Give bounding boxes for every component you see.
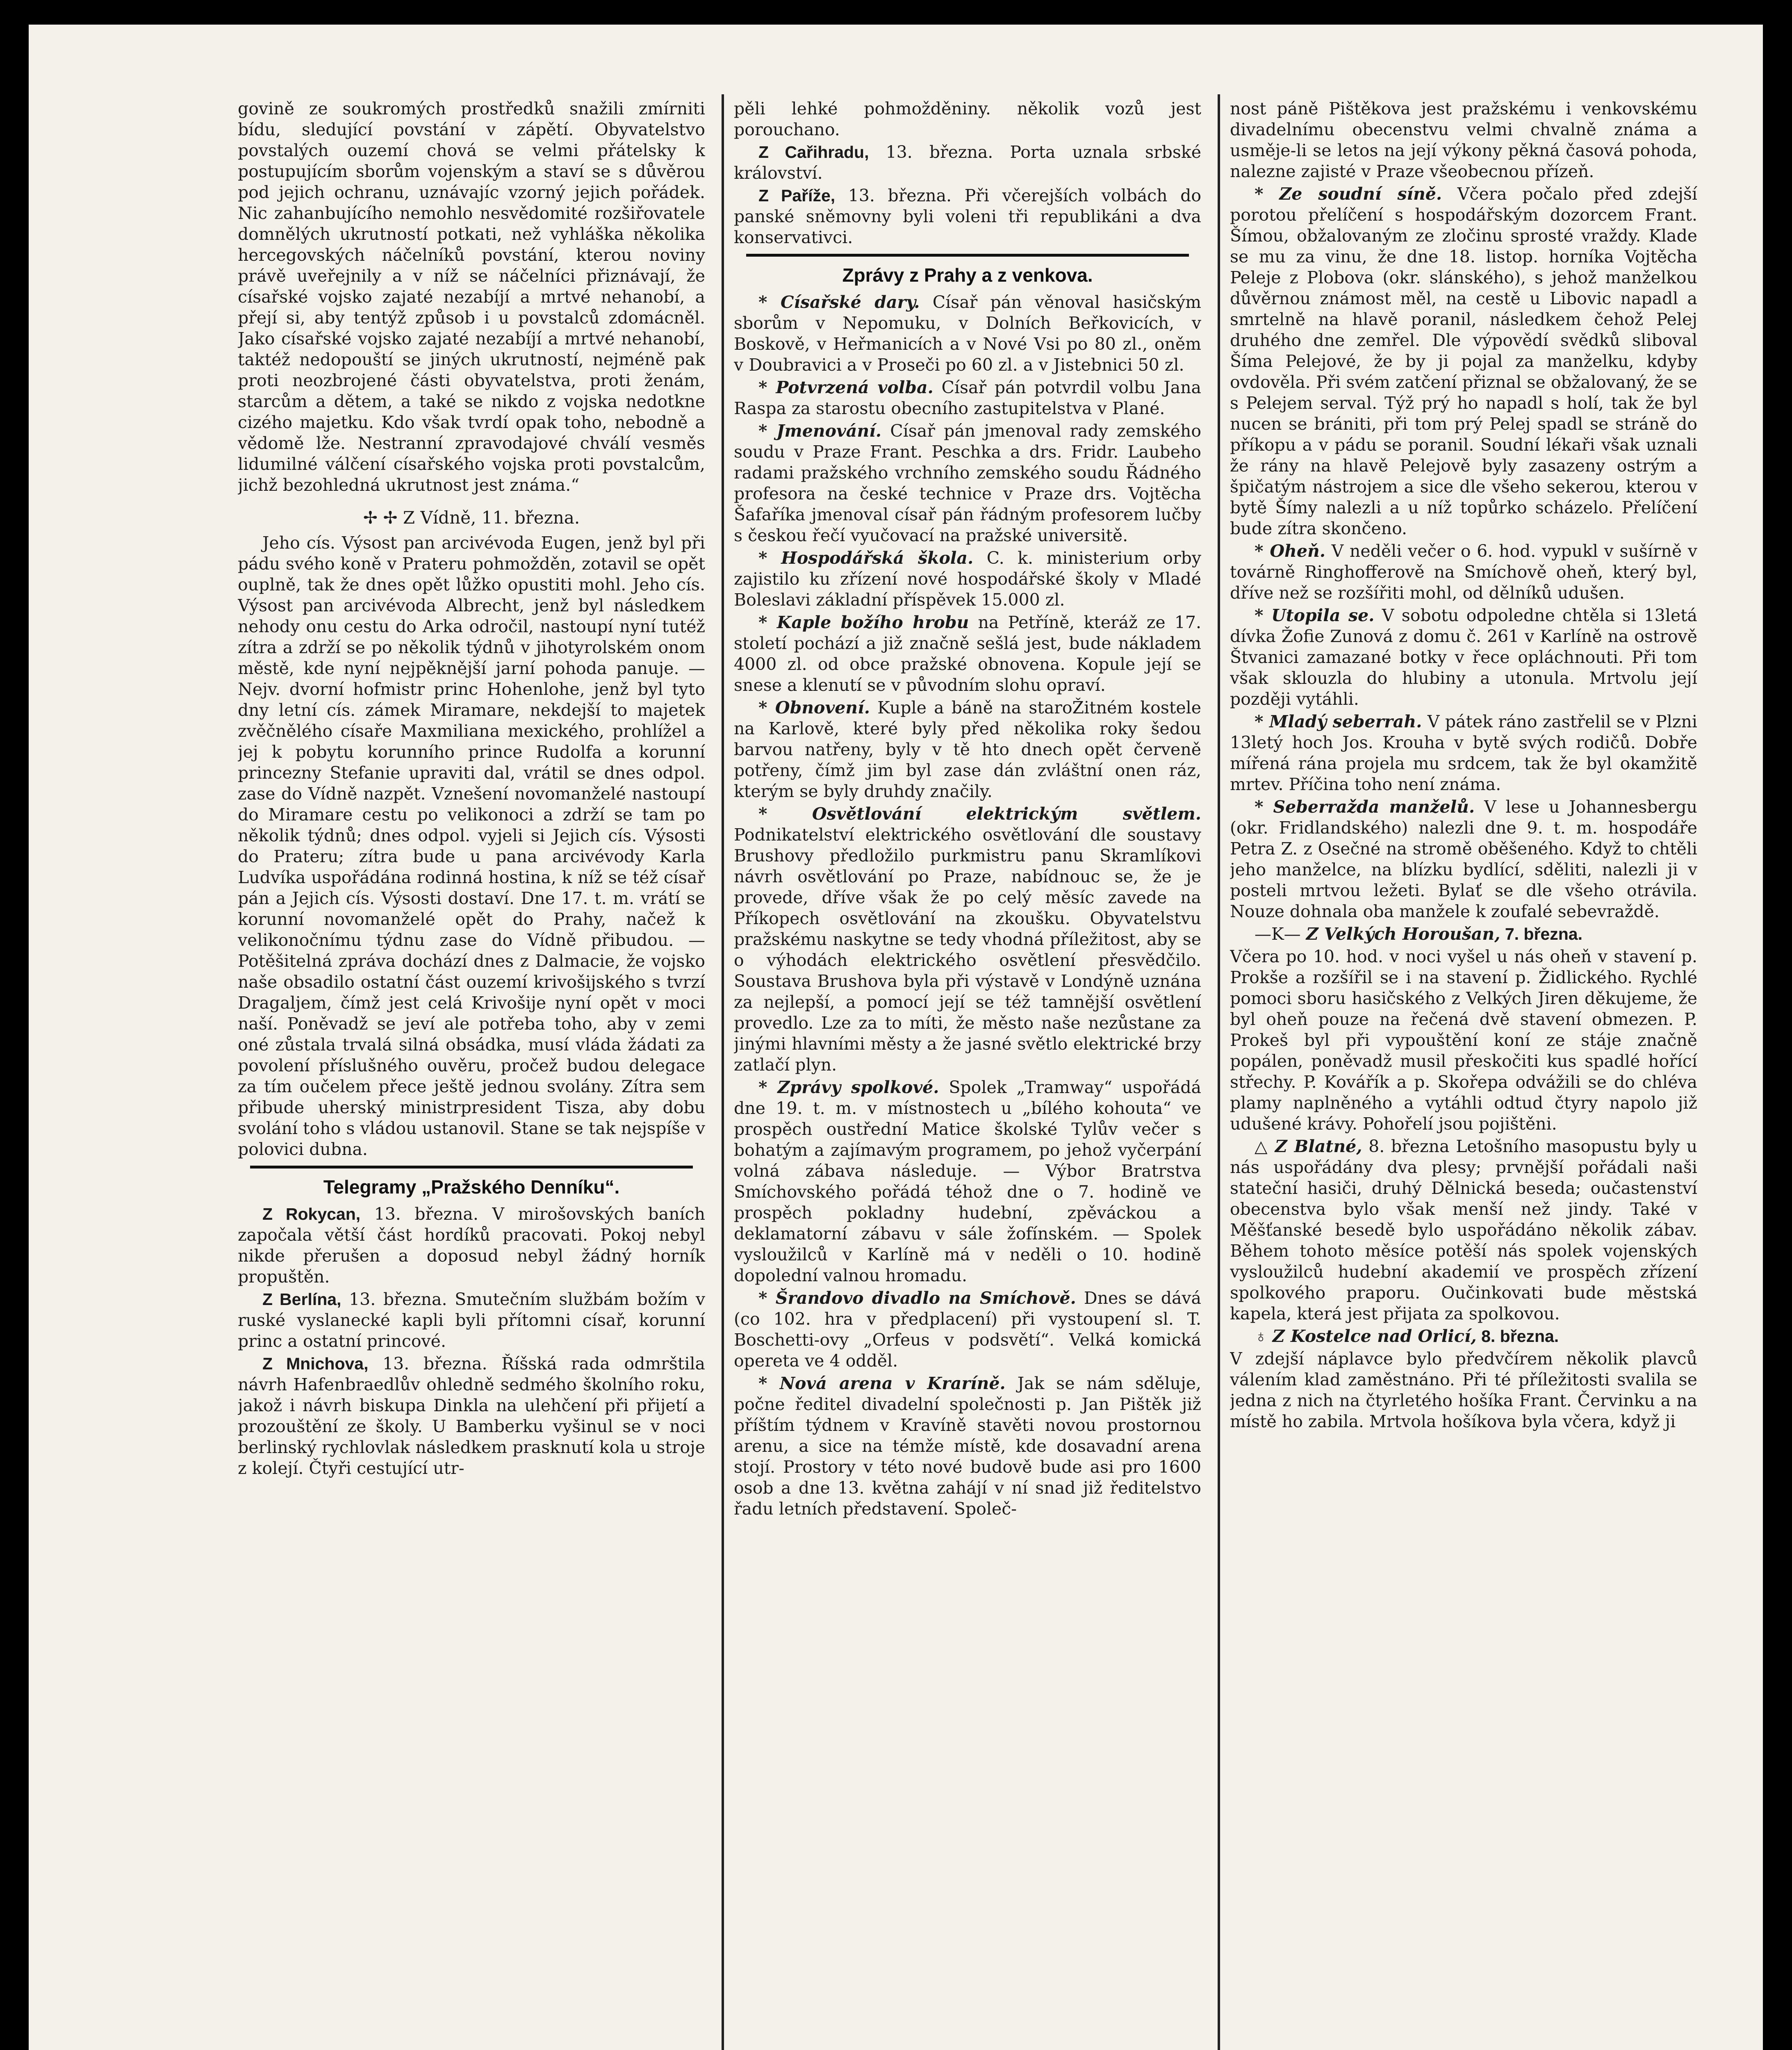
column-rule bbox=[722, 94, 724, 2050]
article-vienna: Jeho cís. Výsost pan arcivévoda Eugen, jenž byl při pádu svého koně v Prateru pohmožděn, zotavil se opět ouplně, tak že dnes opět lůžko opustiti mohl. Jeho cís. Výsost pan arcivévoda Albrecht, jenž byl následkem nehody onu cestu do Arka odročil, nastoupí nyní tutéž zítra a zdrží se po několik týdnů v jihotyrolském onom městě, kde nyní nejpěknější jarní pohoda panuje. — Nejv. dvorní hofmistr princ Hohenlohe, jenž byl tyto dny letní cís. zámek Miramare, nekdejší to majetek zvěčnělého císaře Maxmiliana mexického, prohlížel a jej k pobytu korunního prince Rudolfa a korunní princezny Stefanie upraviti dal, vrátil se dnes odpol. zase do Vídně nazpět. Vznešení novomanželé nastoupí do Miramare cestu po velikonoci a zdrží se tam po několik týdnů; dnes odpol. vyjeli si Jejich cís. Výsosti do Prateru; zítra bude u pana arcivévody Karla Ludvíka uspořádána rodinná hostina, k níž se též císař pán a Jejich cís. Výsosti dostaví. Dne 17. t. m. vrátí se korunní novomanželé opět do Prahy, načež k velikonočnímu týdnu zase do Vídně přibudou. — Potěšitelná zpráva dochází dnes z Dalmacie, že vojsko naše obsadilo ostatní část ouzemí krivošijského s tvrzí Dragaljem, čímž jest celá Krivošije nyní opět v moci naší. Poněvadž se jeví ale potřeba toho, aby v zemi oné zůstala trvalá silná obsádka, musí vláda žádati za povolení příslušného ouvěru, pročež budou delegace za tím oučelem přece ještě jednou svolány. Zítra sem přibude uherský ministrpresident Tisza, aby dobu svolání toho s vládou ustanovil. Stane se tak nejspíše v polovici dubna. bbox=[238, 533, 705, 1159]
correspondence-text: Včera po 10. hod. v noci vyšel u nás oheň v stavení p. Prokše a rozšířil se i na stavení p. Židlického. Rychlé pomoci sboru hasičského z Velkých Jiren děkujeme, že byl oheň pouze na řečená dvě stavení obmezen. P. Prokeš byl při vypouštění koní ze stáje značně popálen, poněvadž musil přeskočiti kus spadlé hořící střechy. P. Kovářík a p. Skořepa odvážili se do chléva plamy naplněného a vytáhli odtud čtyry napolo již udušené krávy. Pohořelí jsou pojištěni. bbox=[1230, 947, 1697, 1134]
telegram-item: Z Rokycan, 13. března. V mirošovských baních započala větší část hordíků pracovati. Pokoj nebyl nikde přerušen a doposud nebyl žádný horník propuštěn. bbox=[238, 1204, 705, 1287]
correspondence-item: —K— Z Velkých Horoušan, 7. března. bbox=[1255, 924, 1583, 944]
telegram-item: Z Berlína, 13. března. Smutečním službám božím v ruské vyslanecké kapli byli přítomni císař, korunní princ a ostatní princové. bbox=[238, 1289, 705, 1351]
news-item: * Šrandovo divadlo na Smíchově. Dnes se dává (co 102. hra v předplacení) při vystoupení sl. T. Boschetti-ovy „Orfeus v podsvětí“. Velká komická opereta ve 4 odděl. bbox=[734, 1288, 1201, 1371]
news-item: * Oheň. V neděli večer o 6. hod. vypukl v sušírně v továrně Ringhofferově na Smíchově oheň, který byl, dříve než se rozšířiti mohl, od dělníků udušen. bbox=[1230, 541, 1697, 603]
news-item: * Potvrzená volba. Císař pán potvrdil volbu Jana Raspa za starostu obecního zastupitelstva v Plané. bbox=[734, 378, 1201, 418]
section-heading-telegrams: Telegramy „Pražského Denníku“. bbox=[323, 1176, 620, 1198]
correspondence-text: V zdejší náplavce bylo předvčírem několik plavců válením klad zaměstnáno. Při té příležitosti svalila se jedna z nich na čtyrletého hošíka Frant. Červinku a na místě ho zabila. Mrtvola hošíkova byla včera, když ji bbox=[1230, 1349, 1697, 1431]
news-item: * Utopila se. V sobotu odpoledne chtěla si 13letá dívka Žofie Zunová z domu č. 261 v Karlíně na ostrově Štvanici zamazané botky v řece opláchnouti. Při tom však sklouzla do hlubiny a utonula. Mrtvolu její později vytáhli. bbox=[1230, 606, 1697, 709]
news-item: * Mladý seberrah. V pátek ráno zastřelil se v Plzni 13letý hoch Jos. Krouha v bytě svých rodičů. Dobře mířená rána projela mu srdcem, tak že byl okamžitě mrtev. Příčina toho není známa. bbox=[1230, 712, 1697, 794]
news-item: * Hospodářská škola. C. k. ministerium orby zajistilo ku zřízení nové hospodářské školy v Mladé Boleslavi základní příspěvek 15.000 zl. bbox=[734, 548, 1201, 610]
newspaper-page bbox=[29, 25, 1763, 2050]
article-continuation: govině ze soukromých prostředků snažili zmírniti bídu, sledující povstání v zápětí. Obyvatelstvo povstalých ouzemí chová se velmi přátelsky k postupujícím sborům vojenským a staví se s důvěrou pod jejich ochranu, uznávajíc vzorný jejich pořádek. Nic zahanbujícího nemohlo nesvědomité rozšiřovatele domnělých ukrutností potkati, než vyhláška několika hercegovských náčelníků povstání, kterou noviny právě uveřejnily a v níž se náčelníci přiznávají, že císařské vojsko zajaté nezabíjí a mrtvé nehanobí, a přejí si, aby tentýž způsob i u povstalců zdomácněl. Jako císařské vojsko zajaté nezabíjí a mrtvé nehanobí, taktéž nedopouští se jiných ukrutností, nejméně pak proti neozbrojené části obyvatelstva, proti ženám, starcům a dětem, a také se nikdo z vojska nedotkne cizého majetku. Kdo však tvrdí opak toho, nebodně a vědomě lže. Nestranní zpravodajové chválí vesměs lidumilné válčení císařského vojska proti povstalcům, jichž bezohledná ukrutnost jest známa.“ bbox=[238, 99, 705, 495]
correspondence-item: △ Z Blatné, 8. března Letošního masopustu byly u nás uspořádány dva plesy; prvnější pořádali naši stateční hasiči, druhý Dělnická beseda; oučastenství obecenstva bylo však menší než jindy. Také v Měšťanské besedě bylo uspořádáno několik zábav. Během tohoto měsíce potěší nás spolek vojenských vysloužilců hudební akademií ve prospěch zřízení spolkového praporu. Oučinkovati bude městská kapela, která jest přijata za spolkovou. bbox=[1230, 1137, 1697, 1323]
news-item: * Obnovení. Kuple a báně na staroŽitném kostele na Karlově, které byly před několika roky šedou barvou natřeny, byly v tě hto dnech opět červeně potřeny, čímž jim byl zase dán zvláštní onen ráz, kterým se byly druhdy značily. bbox=[734, 698, 1201, 801]
correspondence-item: ♁ Z Kostelce nad Orlicí, 8. března. bbox=[1255, 1326, 1559, 1346]
column-3 bbox=[1230, 98, 1697, 2050]
column-rule bbox=[1218, 94, 1220, 2050]
news-item: * Osvětlování elektrickým světlem. Podnikatelství elektrického osvětlování dle soustavy Brushovy předložilo purkmistru panu Skramlíkovi návrh osvětlování po Praze, nabídnouc se, že je provede, dříve však že po celý měsíc zavede na Příkopech osvětlování na zkoušku. Obyvatelstvu pražskému naskytne se tedy vhodná příležitost, aby se o výhodách elektrického osvětlení přesvědčilo. Soustava Brushova byla při výstavě v Londýně uznána za nejlepší, a pomocí její se též tamnější osvětlení provedlo. Lze za to míti, že město naše nezůstane za jinými hlavními městy a že jasné světlo elektrické brzy zatlačí plyn. bbox=[734, 804, 1201, 1075]
news-continuation: nost páně Pištěkova jest pražskému i venkovskému divadelnímu obecenstvu velmi chvalně známa a usměje-li se letos na její výkony pěkná časová pohoda, nalezne zajisté v Praze všeobecnou přízeň. bbox=[1230, 99, 1697, 181]
telegram-item: Z Paříže, 13. března. Při včerejších volbách do panské sněmovny byli voleni tři republikáni a dva konservativci. bbox=[734, 186, 1201, 247]
news-item: * Jmenování. Císař pán jmenoval rady zemského soudu v Praze Frant. Peschka a drs. Fridr. Laubeho radami pražského vrchního zemského soudu Řádného profesora na české technice v Praze drs. Vojtěcha Šafaříka jmenoval císař pán řádným profesorem lučby s českou řečí vyučovací na pražské universitě. bbox=[734, 421, 1201, 545]
telegram-item: Z Cařihradu, 13. března. Porta uznala srbské království. bbox=[734, 142, 1201, 183]
section-heading-news: Zprávy z Prahy a z venkova. bbox=[842, 264, 1093, 286]
section-divider bbox=[250, 1166, 693, 1168]
column-2 bbox=[734, 98, 1201, 2050]
news-item: * Seberraždа manželů. V lese u Johannesbergu (okr. Fridlandského) nalezli dne 9. t. m. hospodáře Petra Z. z Osečné na stromě oběšeného. Když to chtěli jeho manželce, na blízku bydlící, sděliti, nalezli ji v posteli mrtvou ležeti. Bylať se dle všeho otrávila. Nouze dohnala oba manžele k zoufalé sebevraždě. bbox=[1230, 797, 1697, 921]
section-divider bbox=[746, 254, 1189, 257]
news-item: * Ze soudní síně. Včera počalo před zdejší porotou přelíčení s hospodářským dozorcem Frant. Šímou, obžalovaným ze zločinu sprosté vraždy. Klade se mu za vinu, že dne 18. listop. horníka Vojtěcha Peleje z Plobova (okr. slánského), s jehož manželkou důvěrnou známost měl, na cestě u Libovic napadl a smrtelně na hlavě poranil, následkem čehož Pelej druhého dne zemřel. Dle výpovědí svědků sliboval Šíma Pelejové, že by ji pojal za manželku, kdyby ovdověla. Při svém zatčení přiznal se obžalovaný, že se s Pelejem serval. Týž prý ho napadl s holí, tak že byl nucen se brániti, při tom prý Pelej spadl se stráně do příkopu a v pádu se poranil. Soudní lékaři však uznali že rány na hlavě Pelejově byly zasazeny ostrým a špičatým nástrojem a sice dle všeho sekerou, kterou v bytě Šímy nalezli a u níž topůrko scházelo. Přelíčení bude zítra skončeno. bbox=[1230, 184, 1697, 538]
news-item: * Císařské dary. Císař pán věnoval hasičským sborům v Nepomuku, v Dolních Beřkovicích, v Boskově, v Heřmanicích a v Nové Vsi po 80 zl., oněm v Doubravici a v Proseči po 60 zl. a v Jistebnici 50 zl. bbox=[734, 292, 1201, 375]
dateline-vienna: ✢ ✢ Z Vídně, 11. března. bbox=[363, 508, 580, 528]
column-1 bbox=[238, 98, 705, 2050]
news-item: * Kaple božího hrobu na Petříně, kteráž ze 17. století pochází a již značně sešlá jest, bude nákladem 4000 zl. od obce pražské obnovena. Kopule její se snese a klenutí se v původním slohu opraví. bbox=[734, 613, 1201, 695]
telegram-item: Z Mnichova, 13. března. Říšská rada odmrštila návrh Hafenbraedlův ohledně sedmého školního roku, jakož i návrh biskupa Dinkla na ulehčení při přijetí a prozouštění ze školy. U Bamberku vyšinul se v noci berlinský rychlovlak následkem prasknutí kola u stroje z kolejí. Čtyři cestující utr- bbox=[238, 1354, 705, 1478]
news-item: * Zprávy spolkové. Spolek „Tramway“ uspořádá dne 19. t. m. v místnostech u „bílého kohouta“ ve prospěch oustřední Matice školské Tylův večer s bohatým a zajímavým programem, po jehož vyčerpání volná zábava následuje. — Výbor Bratrstva Smíchovského pořádá téhož dne o 7. hodině ve prospěch pokladny hudební, zpěváckou a deklamatorní zábavu v sále žofínském. — Spolek vysloužilců v Karlíně má v neděli o 10. hodině dopolední valnou hromadu. bbox=[734, 1077, 1201, 1285]
news-item: * Nová arena v Kraríně. Jak se nám sděluje, počne ředitel divadelní společnosti p. Jan Pištěk již příštím týdnem v Kravíně stavěti novou prostornou arenu, a sice na témže místě, kde dosavadní arena stojí. Prostory v této nové budově bude asi pro 1600 osob a dne 13. května zahájí v ní snad již ředitelstvo řadu letních představení. Společ- bbox=[734, 1374, 1201, 1519]
telegram-continuation: pěli lehké pohmožděniny. několik vozů jest porouchano. bbox=[734, 99, 1201, 139]
